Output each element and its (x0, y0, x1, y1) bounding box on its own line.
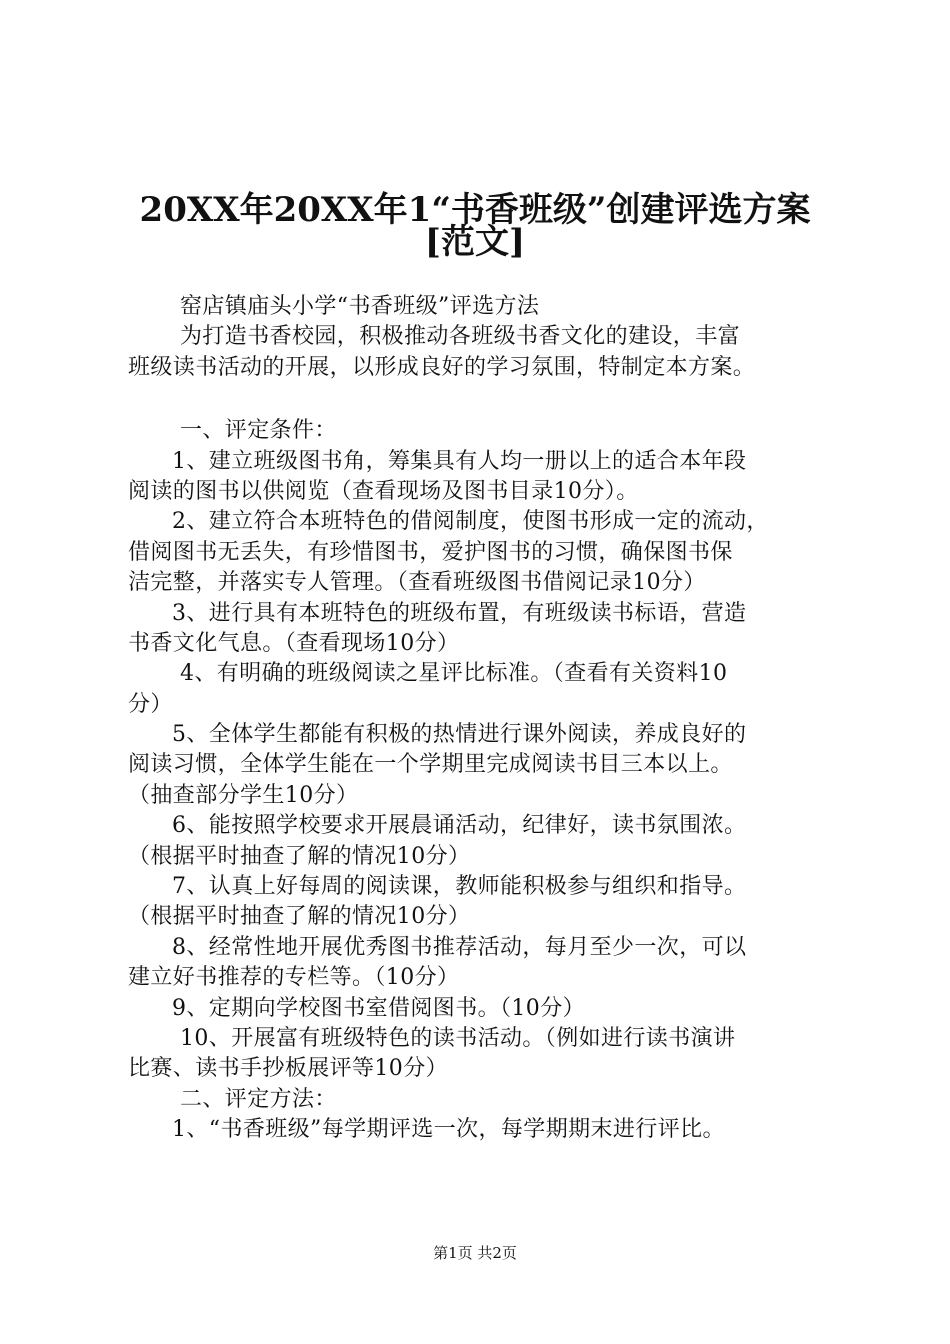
list-item: 9、定期向学校图书室借阅图书。（10分） (172, 995, 585, 1021)
paragraph-line: 班级读书活动的开展，以形成良好的学习氛围，特制定本方案。 (128, 354, 756, 380)
list-item-continued: 建立好书推荐的专栏等。（10分） (128, 965, 460, 991)
list-item: 5、全体学生都能有积极的热情进行课外阅读，养成良好的 (172, 722, 747, 748)
list-item-continued: 比赛、读书手抄板展评等10分） (128, 1056, 448, 1082)
list-item-continued: 书香文化气息。（查看现场10分） (128, 630, 460, 656)
school-heading: 窑店镇庙头小学“书香班级”评选方法 (180, 294, 540, 319)
list-item: 1、建立班级图书角，筹集具有人均一册以上的适合本年段 (172, 448, 747, 474)
list-item-continued: （根据平时抽查了解的情况10分） (128, 904, 471, 930)
list-item-continued: 分） (128, 691, 173, 717)
list-item-continued: 阅读习惯，全体学生能在一个学期里完成阅读书目三本以上。 (128, 752, 733, 778)
section-heading-method: 二、评定方法： (180, 1086, 337, 1112)
list-item-continued: 洁完整，并落实专人管理。（查看班级图书借阅记录10分） (128, 570, 706, 596)
list-item: 10、开展富有班级特色的读书活动。（例如进行读书演讲 (180, 1025, 736, 1051)
section-heading-criteria: 一、评定条件： (180, 418, 337, 444)
document-body (128, 292, 830, 1146)
list-item: 8、经常性地开展优秀图书推荐活动，每月至少一次，可以 (172, 934, 747, 960)
list-item: 4、有明确的班级阅读之星评比标准。（查看有关资料10 (180, 661, 728, 687)
list-item: 3、进行具有本班特色的班级布置，有班级读书标语，营造 (172, 600, 747, 626)
document-title-line1: 20XX年20XX年1“书香班级”创建评选方案 (139, 190, 811, 230)
list-item-continued: 借阅图书无丢失，有珍惜图书，爱护图书的习惯，确保图书保 (128, 539, 733, 565)
paragraph-gap (128, 383, 830, 416)
list-item: 2、建立符合本班特色的借阅制度，使图书形成一定的流动， (172, 509, 769, 535)
list-item: 6、能按照学校要求开展晨诵活动，纪律好，读书氛围浓。 (172, 813, 747, 839)
list-item: 7、认真上好每周的阅读课，教师能积极参与组织和指导。 (172, 874, 747, 900)
document-title-line2: [范文] (424, 222, 526, 262)
list-item-continued: 阅读的图书以供阅览（查看现场及图书目录10分）。 (128, 478, 639, 504)
list-item-continued: （抽查部分学生10分） (128, 782, 359, 808)
list-item-continued: （根据平时抽查了解的情况10分） (128, 843, 471, 869)
paragraph-line: 为打造书香校园，积极推动各班级书香文化的建设，丰富 (180, 324, 741, 350)
page-footer: 第1页 共2页 (433, 1244, 517, 1262)
list-item: 1、“书香班级”每学期评选一次，每学期期末进行评比。 (172, 1117, 725, 1143)
